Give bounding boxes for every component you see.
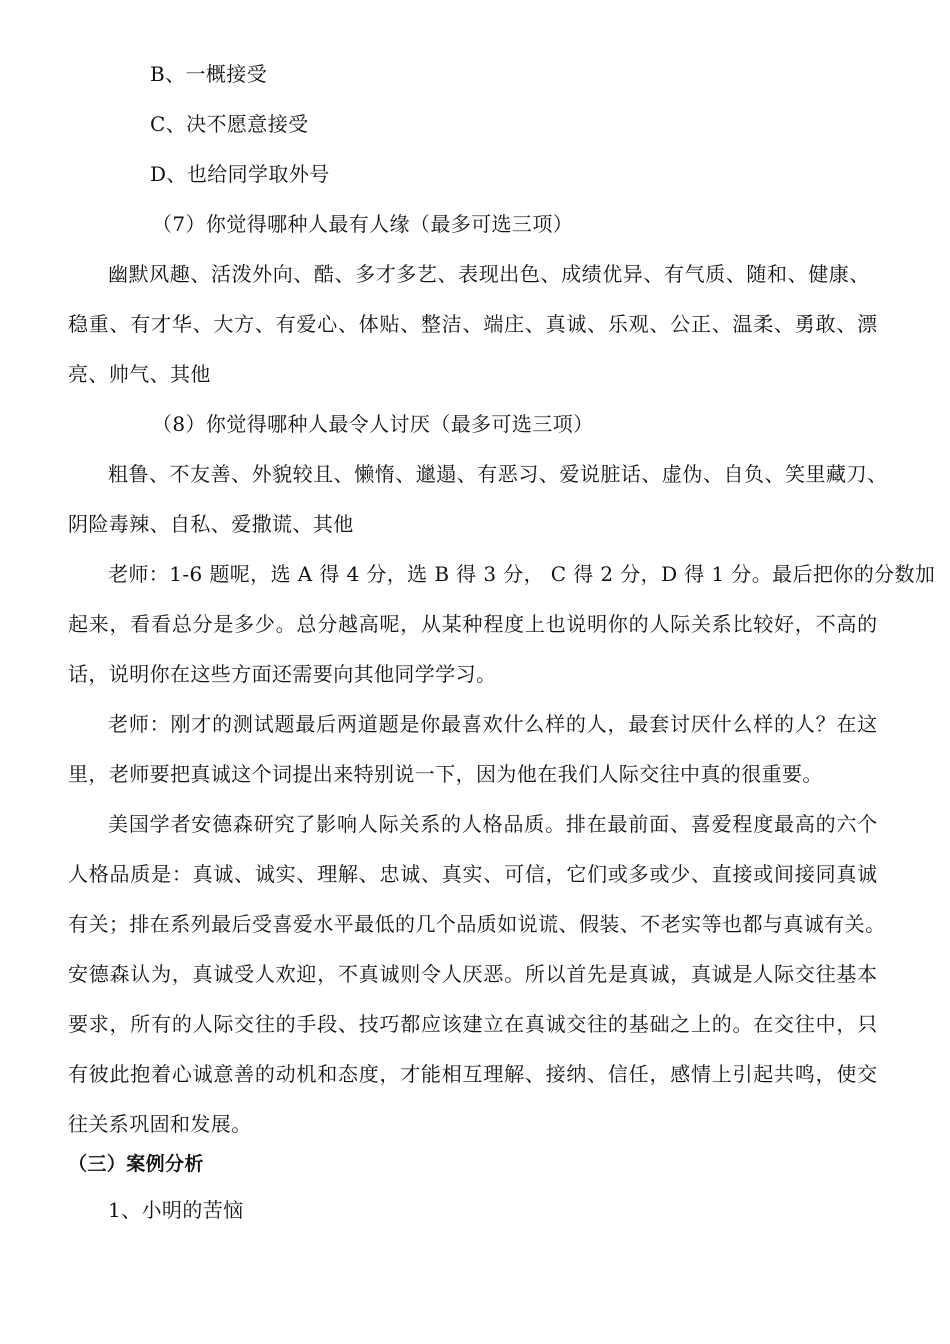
anderson-paragraph-line-1: 美 国 学 者 安 德 森 研 究 了 影 响 人 际 关 系 的 人 格 品 质 。 排 在 最 前 面 、 喜 爱 程 度 最 高 的 六 个 — [108, 812, 878, 836]
teacher-paragraph-1-line-2: 起 来 ， 看 看 总 分 是 多 少 。 总 分 越 高 呢 ， 从 某 种 程 度 上 也 说 明 你 的 人 际 关 系 比 较 好 ， 不 高 的 — [68, 612, 878, 636]
teacher-paragraph-1-line-3: 话，说明你在这些方面还需要向其他同学学习。 — [68, 662, 497, 686]
anderson-paragraph-line-3: 有 关 ； 排 在 系 列 最 后 受 喜 爱 水 平 最 低 的 几 个 品 质 如 说 谎 、 假 装 、 不 老 实 等 也 都 与 真 诚 有 关 。 — [68, 912, 886, 936]
anderson-paragraph-line-6: 有 彼 此 抱 着 心 诚 意 善 的 动 机 和 态 度 ， 才 能 相 互 理 解 、 接 纳 、 信 任 ， 感 情 上 引 起 共 鸣 ， 使 交 — [68, 1062, 878, 1086]
question-7-answers-line-2: 稳 重 、 有 才 华 、 大 方 、 有 爱 心 、 体 贴 、 整 洁 、 端 庄 、 真 诚 、 乐 观 、 公 正 、 温 柔 、 勇 敢 、 漂 — [68, 312, 878, 336]
question-8-answers-line-2: 阴险毒辣、自私、爱撒谎、其他 — [68, 512, 354, 536]
case-1-title: 1、小明的苦恼 — [108, 1198, 244, 1222]
question-7-answers-line-3: 亮、帅气、其他 — [68, 362, 211, 386]
anderson-paragraph-line-4: 安 德 森 认 为 ， 真 诚 受 人 欢 迎 ， 不 真 诚 则 令 人 厌 恶 。 所 以 首 先 是 真 诚 ， 真 诚 是 人 际 交 往 基 本 — [68, 962, 878, 986]
anderson-paragraph-line-2: 人 格 品 质 是 ： 真 诚 、 诚 实 、 理 解 、 忠 诚 、 真 实 、 可 信 ， 它 们 或 多 或 少 、 直 接 或 间 接 同 真 诚 — [68, 862, 878, 886]
question-8-answers-line-1: 粗 鲁 、 不 友 善 、 外 貌 较 且 、 懒 惰 、 邋 遢 、 有 恶 习 、 爱 说 脏 话 、 虚 伪 、 自 负 、 笑 里 藏 刀 、 — [108, 462, 888, 486]
question-8: （8）你觉得哪种人最令人讨厌（最多可选三项） — [152, 412, 594, 436]
anderson-paragraph-line-7: 往关系巩固和发展。 — [68, 1112, 252, 1136]
question-7-answers-line-1: 幽 默 风 趣 、 活 泼 外 向 、 酷 、 多 才 多 艺 、 表 现 出 色 、 成 绩 优 异 、 有 气 质 、 随 和 、 健 康 、 — [108, 262, 870, 286]
question-7: （7）你觉得哪种人最有人缘（最多可选三项） — [152, 212, 574, 236]
option-d: D、也给同学取外号 — [150, 162, 330, 186]
option-c: C、决不愿意接受 — [150, 112, 309, 136]
teacher-paragraph-2-line-1: 老 师 ： 刚 才 的 测 试 题 最 后 两 道 题 是 你 最 喜 欢 什 么 样 的 人 ， 最 套 讨 厌 什 么 样 的 人 ？ 在 这 — [108, 712, 878, 736]
teacher-paragraph-2-line-2: 里，老师要把真诚这个词提出来特别说一下，因为他在我们人际交往中真的很重要。 — [68, 762, 823, 786]
section-3-heading: （三）案例分析 — [68, 1153, 204, 1175]
anderson-paragraph-line-5: 要 求 ， 所 有 的 人 际 交 往 的 手 段 、 技 巧 都 应 该 建 立 在 真 诚 交 往 的 基 础 之 上 的 。 在 交 往 中 ， 只 — [68, 1012, 878, 1036]
teacher-paragraph-1-line-1: 老师：1-6 题呢，选 A 得 4 分，选 B 得 3 分， C 得 2 分，D 得 1 分。最后把你的分数加 — [108, 562, 936, 586]
option-b: B、一概接受 — [150, 62, 268, 86]
